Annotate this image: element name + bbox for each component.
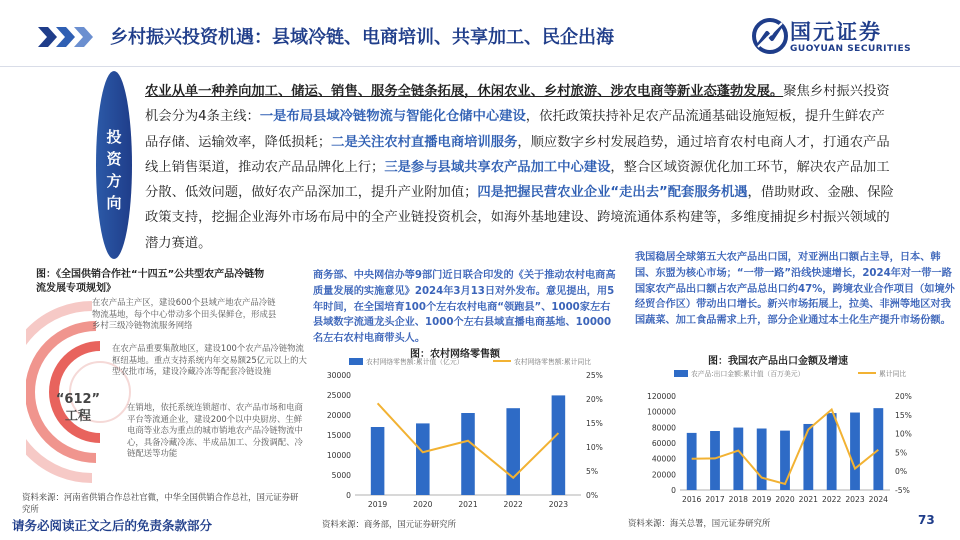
x-tick-label: 2020 — [413, 500, 433, 509]
side-label-char: 方 — [106, 172, 122, 190]
y-tick-label: 20000 — [651, 470, 676, 480]
y-tick-label: 20000 — [326, 411, 351, 420]
ring-block-hub: 在农产品重要集散地区，建设100个农产品冷链物流枢纽基地。重点支持系统内年交易额25亿元以上的大型农批市场，建设冷藏冷冻等配套冷链设施 — [112, 343, 307, 377]
left-figure-source: 资料来源：河南省供销合作总社官微，中华全国供销合作总社，国元证券研究所 — [22, 492, 299, 514]
header-chevrons-icon — [38, 24, 96, 50]
y2-tick-label: -5% — [895, 486, 910, 495]
middle-chart-title: 图：农村网络零售额 — [410, 349, 500, 360]
x-tick-label: 2022 — [822, 495, 842, 504]
y2-tick-label: 15% — [586, 419, 603, 428]
y2-tick-label: 10% — [586, 443, 603, 452]
ring-block-city: 在销地，依托系统连锁超市、农产品市场和电商平台等流通企业，建设200个以中央厨房、生鲜电商等业态为重点的城市销地农产品冷链物流中心，具备冷藏冷冻、半成品加工、分拨调配、冷链配送等功能 — [127, 402, 303, 459]
logo-emblem-icon — [752, 17, 788, 55]
y2-tick-label: 20% — [586, 395, 603, 404]
middle-text: 商务部、中央网信办等9部门近日联合印发的《关于推动农村电商高质量发展的实施意见》2024年3月13日对外发布。意见提出，用5年时间，在全国培育100个左右农村电商“领跑县”、1000家左右县域数字流通龙头企业、1000个左右县域直播电商基地、10000名左右农村电商带头人。 — [313, 270, 616, 345]
intro-lead: 农业从单一种养向加工、储运、销售、服务全链条拓展，休闲农业、乡村旅游、涉农电商等新业态蓬勃发展。 — [145, 84, 784, 99]
bar — [710, 431, 720, 490]
intro-paragraph — [145, 79, 895, 256]
logo-name-cn: 国元证券 — [790, 20, 882, 44]
y2-tick-label: 5% — [586, 467, 599, 476]
right-source: 资料来源：海关总署，国元证券研究所 — [628, 518, 771, 528]
ring-center-line: 工程 — [64, 409, 91, 424]
bar — [827, 413, 837, 490]
bar — [757, 429, 767, 490]
side-label — [96, 126, 132, 214]
intro-text: ，顺应数字乡村发展趋势，通过培育农村电商人才，打通农产品线上销售渠道，推动农产品品牌化上行； — [145, 134, 890, 175]
legend-label-bar: 农村网络零售额:累计值（亿元） — [366, 358, 464, 366]
bar — [780, 431, 790, 490]
y-tick-label: 0 — [671, 486, 676, 495]
legend-swatch-bar — [349, 358, 363, 365]
intro-highlight: 四是把握民营农业企业“走出去”配套服务机遇 — [477, 185, 748, 201]
y-tick-label: 40000 — [651, 454, 676, 464]
x-tick-label: 2018 — [728, 495, 748, 504]
x-tick-label: 2021 — [798, 495, 818, 504]
x-tick-label: 2023 — [845, 495, 865, 504]
right-chart-title: 图：我国农产品出口金额及增速 — [708, 356, 848, 367]
right-text: 我国稳居全球第五大农产品出口国，对亚洲出口额占主导，日本、韩国、东盟为核心市场；“一带一路”沿线快速增长，2024年对一带一路国家农产品出口额占农产品总出口约47%，跨境农业合作项目（如境外经贸合作区）带动出口增长。新兴市场拓展上，拉美、非洲等地区对我国蔬菜、加工食品需求上升，部分企业通过本土化生产提升市场份额。 — [635, 252, 955, 327]
x-tick-label: 2019 — [367, 500, 388, 509]
legend-swatch-bar — [674, 370, 688, 377]
bar — [873, 408, 883, 490]
x-tick-label: 2024 — [868, 495, 888, 504]
y-tick-label: 5000 — [331, 471, 351, 480]
bar — [733, 428, 743, 490]
side-label-char: 向 — [106, 194, 122, 212]
ring-block-county: 在农产品主产区，建设600个县域产地农产品冷链物流基地，每个中心带动多个田头保鲜仓，形成县乡村三级冷链物流服务网络 — [92, 297, 277, 331]
disclaimer: 请务必阅读正文之后的免责条款部分 — [12, 518, 213, 533]
intro-highlight: 一是布局县域冷链物流与智能化仓储中心建设 — [259, 109, 526, 125]
bar — [850, 413, 860, 490]
y-tick-label: 100000 — [647, 407, 676, 417]
middle-source: 资料来源：商务部，国元证券研究所 — [322, 519, 456, 529]
intro-highlight: 三是参与县域共享农产品加工中心建设 — [384, 159, 611, 175]
y-tick-label: 80000 — [651, 423, 676, 433]
legend-label-bar: 农产品:出口金额:累计值（百万美元） — [691, 370, 805, 378]
bar — [506, 408, 520, 495]
bar — [416, 423, 430, 495]
intro-highlight: 二是关注农村直播电商培训服务 — [331, 134, 518, 150]
y2-tick-label: 5% — [895, 448, 908, 458]
side-label-char: 投 — [106, 128, 122, 146]
left-figure-title: 图：《全国供销合作社“十四五”公共型农产品冷链物流发展专项规划》 — [36, 269, 265, 294]
ring-center-label — [52, 391, 104, 425]
y2-tick-label: 0% — [586, 491, 599, 500]
intro-text: ，借助财政、金融、保险政策支持，挖掘企业海外市场布局中的全产业链投资机会，如海外基地建设、跨境流通体系构建等，多维度捕捉乡村振兴领域的潜力赛道。 — [145, 185, 894, 251]
y-tick-label: 30000 — [326, 371, 351, 380]
bar — [371, 427, 385, 495]
ring-center-line: “612” — [55, 392, 101, 407]
page-title: 乡村振兴投资机遇：县域冷链、电商培训、共享加工、民企出海 — [110, 27, 614, 48]
bar — [461, 413, 475, 495]
agri-export-chart — [628, 363, 938, 515]
page-number: 73 — [918, 513, 935, 527]
bar — [687, 433, 697, 490]
y-tick-label: 15000 — [326, 431, 351, 440]
y2-tick-label: 25% — [586, 371, 603, 380]
legend-label-line: 累计同比 — [879, 370, 907, 378]
y-tick-label: 10000 — [326, 451, 351, 460]
x-tick-label: 2016 — [682, 495, 702, 504]
rural-eretail-chart — [313, 355, 623, 515]
side-label-char: 资 — [106, 150, 122, 168]
bar — [803, 424, 813, 490]
y-tick-label: 120000 — [647, 392, 676, 401]
logo-name-en: GUOYUAN SECURITIES — [790, 44, 912, 54]
y-tick-label: 0 — [346, 491, 351, 500]
y2-tick-label: 10% — [895, 429, 912, 439]
header-divider — [0, 66, 960, 67]
y-tick-label: 60000 — [651, 439, 676, 448]
x-tick-label: 2020 — [775, 495, 795, 504]
intro-text: 聚焦乡村振兴投资机会分为4条主线： — [145, 84, 890, 125]
y2-tick-label: 15% — [895, 410, 912, 420]
x-tick-label: 2019 — [752, 495, 772, 504]
bar — [552, 395, 566, 495]
legend-label-line: 农村网络零售额:累计同比 — [514, 358, 592, 366]
x-tick-label: 2021 — [458, 500, 478, 509]
y2-tick-label: 0% — [895, 467, 908, 477]
x-tick-label: 2022 — [503, 500, 523, 509]
intro-text: ，依托政策扶持补足农产品流通基础设施短板，提升生鲜农产品存储、运输效率，降低损耗； — [145, 109, 885, 150]
x-tick-label: 2023 — [548, 500, 569, 509]
y-tick-label: 25000 — [326, 391, 351, 400]
intro-text: ，整合区域资源优化加工环节，解决农产品加工分散、低效问题，做好农产品深加工，提升产业附加值； — [145, 159, 890, 201]
x-tick-label: 2017 — [705, 495, 725, 504]
y2-tick-label: 20% — [895, 392, 912, 401]
